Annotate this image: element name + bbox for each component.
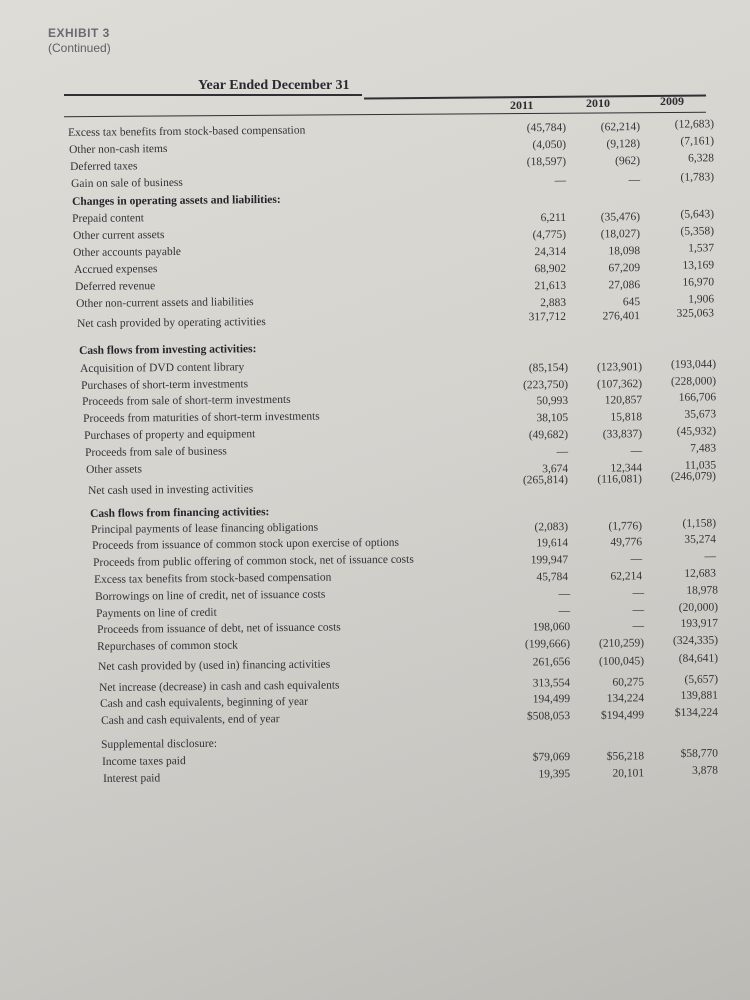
table-row <box>88 470 717 501</box>
cell-2011: (199,666) <box>524 638 571 651</box>
row-label: Prepaid content <box>72 212 144 225</box>
row-label: Excess tax benefits from stock-based compensation <box>94 571 332 586</box>
cell-2009: 18,978 <box>686 584 719 597</box>
cell-2011: (85,154) <box>528 361 569 375</box>
cell-2009: (20,000) <box>678 601 719 614</box>
cell-2011: (18,597) <box>526 155 567 169</box>
cell-2010 <box>552 339 642 340</box>
row-label: Proceeds from maturities of short-term investments <box>83 410 320 425</box>
cell-2009: (84,641) <box>678 652 719 665</box>
cell-2009: 166,706 <box>678 391 717 404</box>
row-label: Deferred taxes <box>70 160 138 173</box>
cell-2011: (45,784) <box>526 121 567 135</box>
cell-2010: 134,224 <box>606 692 645 705</box>
cell-2010: (116,081) <box>597 473 643 486</box>
cell-2011: 198,060 <box>532 621 571 634</box>
cell-2010: (9,128) <box>606 138 641 151</box>
row-label: Borrowings on line of credit, net of issuance costs <box>95 588 326 603</box>
year-ended-label: Year Ended December 31 <box>198 78 350 93</box>
cell-2011: (265,814) <box>522 473 569 487</box>
cell-2011 <box>478 340 568 341</box>
cell-2011 <box>476 191 566 192</box>
cell-2011: — <box>554 174 567 187</box>
year-ended-header <box>64 78 364 100</box>
cell-2010: 645 <box>622 296 641 309</box>
cell-2009: 11,035 <box>684 459 717 472</box>
header-rule-top <box>64 94 362 96</box>
cell-2010: (1,776) <box>608 520 643 533</box>
cell-2011: 317,712 <box>528 310 567 324</box>
row-label: Net cash provided by operating activities <box>77 316 266 330</box>
cell-2009: 7,483 <box>690 442 717 455</box>
cell-2009: (45,932) <box>676 425 717 438</box>
cell-2010: $194,499 <box>600 709 645 722</box>
cell-2010: 276,401 <box>602 310 641 323</box>
cell-2010: 67,209 <box>608 262 641 275</box>
row-label: Cash flows from financing activities: <box>90 506 270 520</box>
row-label: Repurchases of common stock <box>97 639 238 653</box>
cell-2010: — <box>630 445 643 458</box>
cell-2010: 18,098 <box>608 245 641 258</box>
cell-2009: (7,161) <box>680 135 715 148</box>
cell-2011: — <box>558 605 571 618</box>
cell-2011: 50,993 <box>536 394 569 408</box>
cell-2011: 45,784 <box>536 571 569 584</box>
row-label: Other non-current assets and liabilities <box>76 296 254 310</box>
cell-2009 <box>626 336 716 337</box>
cell-2011: — <box>558 588 571 601</box>
cell-2009: (228,000) <box>670 375 717 388</box>
cell-2010: 60,275 <box>612 676 645 689</box>
row-label: Acquisition of DVD content library <box>80 361 245 375</box>
cell-2010 <box>552 502 642 503</box>
cell-2009: $134,224 <box>674 706 719 719</box>
cell-2011: 19,395 <box>538 768 571 781</box>
cell-2009: 193,917 <box>680 617 719 630</box>
cell-2010: — <box>632 604 645 617</box>
cell-2010: 27,086 <box>608 279 641 292</box>
row-label: Changes in operating assets and liabilities: <box>72 193 281 208</box>
cell-2009: 139,881 <box>680 689 719 702</box>
exhibit-subtitle: (Continued) <box>48 41 111 55</box>
cell-2011: 24,314 <box>534 245 567 259</box>
cell-2010 <box>554 733 644 734</box>
row-label: Accrued expenses <box>74 263 158 276</box>
cell-2011: (223,750) <box>522 378 569 392</box>
cell-2010: (62,214) <box>600 121 641 134</box>
cell-2009: 1,537 <box>688 242 715 255</box>
column-header-2011: 2011 <box>510 98 534 112</box>
cell-2009: (193,044) <box>670 358 717 371</box>
row-label: Gain on sale of business <box>71 176 183 190</box>
cell-2009: — <box>704 550 717 563</box>
row-label: Proceeds from issuance of common stock upon exercise of options <box>92 536 400 552</box>
cell-2011: 3,674 <box>542 462 569 476</box>
cell-2010: 49,776 <box>610 536 643 549</box>
row-label: Supplemental disclosure: <box>101 737 218 751</box>
cell-2009: (246,079) <box>670 470 717 483</box>
cell-2011: 199,947 <box>530 554 569 567</box>
cell-2010: (123,901) <box>596 361 643 374</box>
cell-2010: (33,837) <box>602 428 643 441</box>
cell-2011: 2,883 <box>540 296 567 310</box>
cell-2010: 20,101 <box>612 767 645 780</box>
cell-2009: 6,328 <box>688 152 715 165</box>
row-label: Net increase (decrease) in cash and cash equivalents <box>99 679 340 694</box>
row-label: Other current assets <box>73 229 165 242</box>
cell-2009: (1,158) <box>682 517 717 530</box>
cell-2009: 35,673 <box>684 408 717 421</box>
row-label: Purchases of property and equipment <box>84 428 256 442</box>
cell-2009: $58,770 <box>680 747 719 760</box>
row-label: Net cash used in investing activities <box>88 483 254 497</box>
table-row <box>77 307 715 334</box>
header-rule-bottom <box>64 112 706 117</box>
cell-2011: (2,083) <box>534 521 569 534</box>
cell-2011 <box>480 734 570 735</box>
cell-2009: 13,169 <box>682 259 715 272</box>
cell-2010: 62,214 <box>610 570 643 583</box>
row-label: Cash and cash equivalents, end of year <box>101 713 280 727</box>
row-label: Interest paid <box>103 772 161 785</box>
cell-2009: (1,783) <box>680 171 715 184</box>
cell-2011: $79,069 <box>532 751 571 764</box>
exhibit-title: EXHIBIT 3 <box>48 26 110 40</box>
row-label: Cash and cash equivalents, beginning of year <box>100 695 309 710</box>
row-label: Excess tax benefits from stock-based compensation <box>68 124 306 139</box>
cell-2010: — <box>628 174 641 187</box>
cell-2010: — <box>632 587 645 600</box>
table-row <box>98 652 719 677</box>
column-header-2009: 2009 <box>660 94 684 108</box>
cell-2010 <box>550 190 640 191</box>
cell-2011: (4,050) <box>532 138 567 152</box>
cell-2009: 12,683 <box>684 567 717 580</box>
cell-2009: (5,657) <box>684 673 719 686</box>
row-label: Other non-cash items <box>69 142 168 156</box>
row-label: Proceeds from issuance of debt, net of issuance costs <box>97 621 341 636</box>
cell-2011: (49,682) <box>528 428 569 442</box>
cell-2011: 313,554 <box>532 677 571 690</box>
cell-2010: (962) <box>615 155 641 168</box>
cell-2010: (18,027) <box>600 228 641 241</box>
cell-2009: 3,878 <box>692 764 719 777</box>
cell-2009: 35,274 <box>684 533 717 546</box>
cell-2009: 325,063 <box>676 307 715 320</box>
row-label: Net cash provided by (used in) financing activities <box>98 658 331 673</box>
cell-2009: (5,358) <box>680 225 715 238</box>
cell-2010: 12,344 <box>610 462 643 475</box>
row-label: Proceeds from sale of business <box>85 445 227 459</box>
cell-2011: 38,105 <box>536 411 569 425</box>
cell-2011: 21,613 <box>534 279 567 293</box>
header-rule-columns <box>364 95 706 100</box>
row-label: Proceeds from public offering of common stock, net of issuance costs <box>93 553 414 569</box>
cell-2010: 15,818 <box>610 411 643 424</box>
cell-2009: (324,335) <box>672 634 719 647</box>
row-label: Other assets <box>86 463 143 476</box>
cell-2010: (100,045) <box>598 655 645 668</box>
cell-2010: (107,362) <box>596 378 643 391</box>
cell-2009: 16,970 <box>682 276 715 289</box>
cell-2010: (35,476) <box>600 211 641 224</box>
row-label: Purchases of short-term investments <box>81 378 249 392</box>
row-label: Principal payments of lease financing obligations <box>91 521 319 536</box>
cell-2010: $56,218 <box>606 750 645 763</box>
cell-2011: 261,656 <box>532 656 571 669</box>
cell-2011: 6,211 <box>540 211 567 225</box>
row-label: Deferred revenue <box>75 280 156 293</box>
cell-2010: — <box>630 553 643 566</box>
cell-2011: $508,053 <box>526 710 571 723</box>
row-label: Income taxes paid <box>102 755 186 768</box>
row-label: Other accounts payable <box>73 245 182 259</box>
row-label: Cash flows from investing activities: <box>79 343 257 357</box>
cell-2009: (5,643) <box>680 208 715 221</box>
row-label: Proceeds from sale of short-term investments <box>82 393 291 408</box>
cell-2009 <box>628 731 718 732</box>
cell-2011: (4,775) <box>532 228 567 242</box>
cell-2011: 194,499 <box>532 693 571 706</box>
cell-2011 <box>478 503 568 504</box>
cell-2011: 19,614 <box>536 537 569 550</box>
row-label: Payments on line of credit <box>96 606 217 620</box>
column-header-2010: 2010 <box>586 96 610 110</box>
cell-2009: 1,906 <box>688 293 715 306</box>
cell-2010: 120,857 <box>604 394 643 407</box>
cell-2010: — <box>632 620 645 633</box>
cell-2011: 68,902 <box>534 262 567 276</box>
cell-2010: (210,259) <box>598 637 645 650</box>
cell-2011: — <box>556 445 569 459</box>
cell-2009 <box>626 499 716 500</box>
cell-2009: (12,683) <box>674 118 715 131</box>
